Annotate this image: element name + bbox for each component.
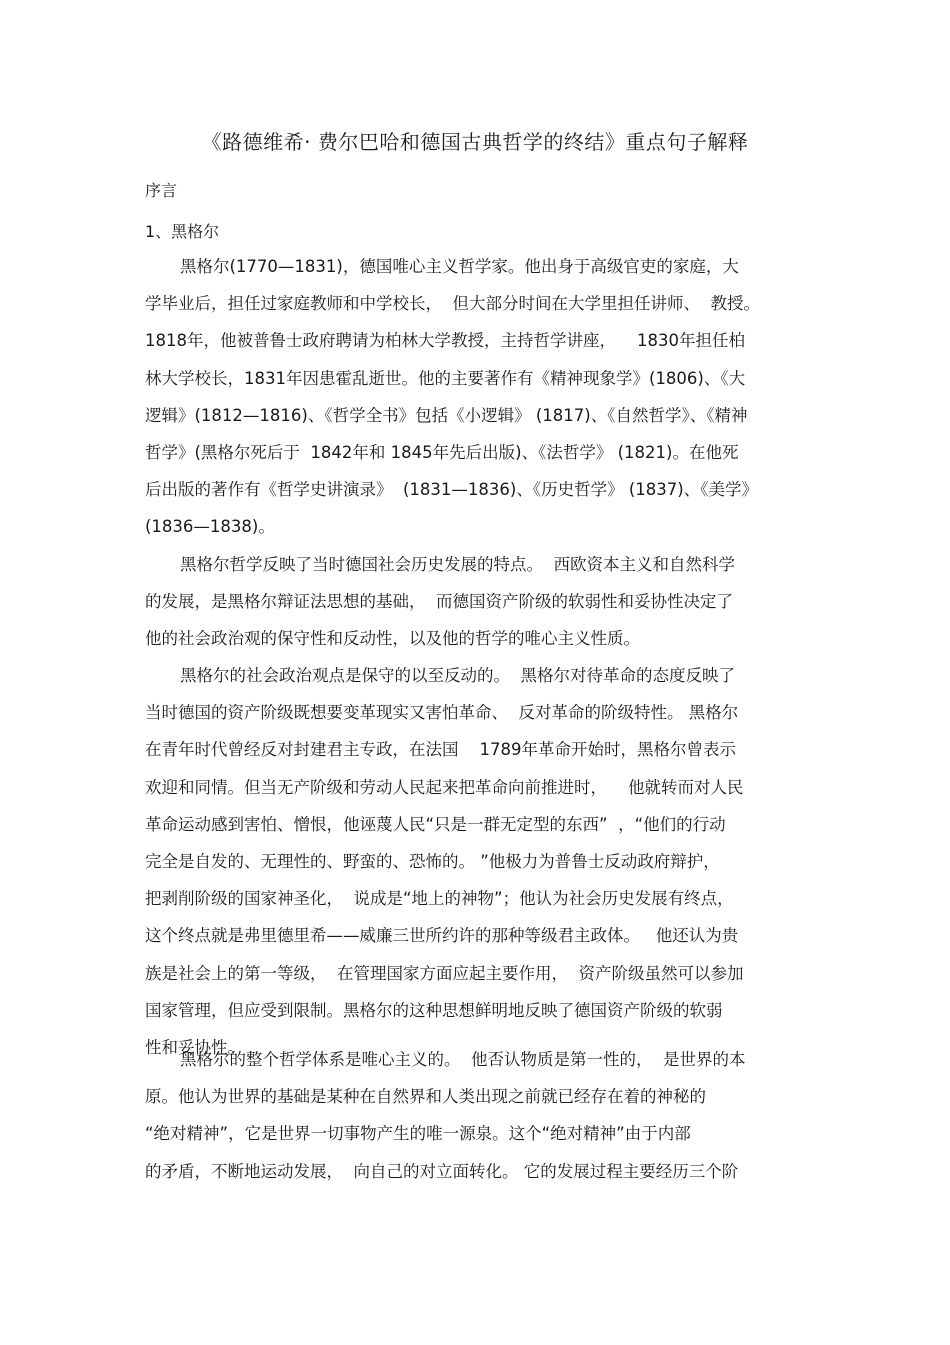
item-heading: 1、黑格尔 [145, 222, 220, 241]
paragraph-line: 学毕业后，担任过家庭教师和中学校长， 但大部分时间在大学里担任讲师、 教授。 [145, 294, 760, 314]
paragraph-line: 1818年，他被普鲁士政府聘请为柏林大学教授，主持哲学讲座， 1830年担任柏 [145, 331, 745, 351]
paragraph-line: 欢迎和同情。但当无产阶级和劳动人民起来把革命向前推进时， 他就转而对人民 [145, 777, 744, 797]
paragraph-line: 黑格尔的整个哲学体系是唯心主义的。 他否认物质是第一性的， 是世界的本 [180, 1050, 746, 1069]
paragraph-line: 国家管理，但应受到限制。黑格尔的这种思想鲜明地反映了德国资产阶级的软弱 [145, 1000, 723, 1020]
paragraph-line: 把剥削阶级的国家神圣化， 说成是“地上的神物”；他认为社会历史发展有终点， [145, 889, 734, 909]
paragraph-line: 黑格尔的社会政治观点是保守的以至反动的。 黑格尔对待革命的态度反映了 [180, 666, 735, 685]
paragraph-line: 的矛盾，不断地运动发展， 向自己的对立面转化。 它的发展过程主要经历三个阶 [145, 1161, 739, 1181]
paragraph-line: 黑格尔(1770—1831)，德国唯心主义哲学家。他出身于高级官吏的家庭，大 [180, 257, 739, 276]
paragraph-line: 在青年时代曾经反对封建君主专政，在法国 1789年革命开始时，黑格尔曾表示 [145, 740, 736, 760]
paragraph-line: “绝对精神”，它是世界一切事物产生的唯一源泉。这个“绝对精神”由于内部 [145, 1124, 691, 1144]
paragraph-line: 黑格尔哲学反映了当时德国社会历史发展的特点。 西欧资本主义和自然科学 [180, 555, 735, 574]
paragraph-line: 族是社会上的第一等级， 在管理国家方面应起主要作用， 资产阶级虽然可以参加 [145, 963, 744, 983]
paragraph-line: 逻辑》(1812—1816)、《哲学全书》包括《小逻辑》 (1817)、《自然哲学》、《精神 [145, 405, 748, 425]
paragraph-line: 原。他认为世界的基础是某种在自然界和人类出现之前就已经存在着的神秘的 [145, 1087, 706, 1107]
paragraph-line: 他的社会政治观的保守性和反动性，以及他的哲学的唯心主义性质。 [145, 629, 640, 649]
paragraph-line: 林大学校长，1831年因患霍乱逝世。他的主要著作有《精神现象学》(1806)、《大 [145, 368, 746, 388]
paragraph-line: (1836—1838)。 [145, 517, 275, 537]
paragraph-line: 的发展，是黑格尔辩证法思想的基础， 而德国资产阶级的软弱性和妥协性决定了 [145, 592, 733, 612]
paragraph-line: 后出版的著作有《哲学史讲演录》 (1831—1836)、《历史哲学》 (1837)、《美学》 [145, 480, 758, 500]
paragraph-line: 完全是自发的、无理性的、野蛮的、恐怖的。 ”他极力为普鲁士反动政府辩护， [145, 852, 720, 871]
paragraph-line: 性和妥协性。 [145, 1038, 244, 1057]
paragraph-line: 这个终点就是弗里德里希——威廉三世所约许的那种等级君主政体。 他还认为贵 [145, 926, 739, 946]
section-heading: 序言 [145, 181, 178, 200]
document-title: 《路德维希· 费尔巴哈和德国古典哲学的终结》重点句子解释 [201, 130, 749, 154]
paragraph-line: 当时德国的资产阶级既想要变革现实又害怕革命、 反对革命的阶级特性。 黑格尔 [145, 703, 739, 723]
paragraph-line: 哲学》(黑格尔死后于 1842年和 1845年先后出版)、《法哲学》 (1821)。在他死 [145, 443, 739, 462]
paragraph-line: 革命运动感到害怕、憎恨，他诬蔑人民“只是一群无定型的东西” ，“他们的行动 [145, 814, 726, 834]
